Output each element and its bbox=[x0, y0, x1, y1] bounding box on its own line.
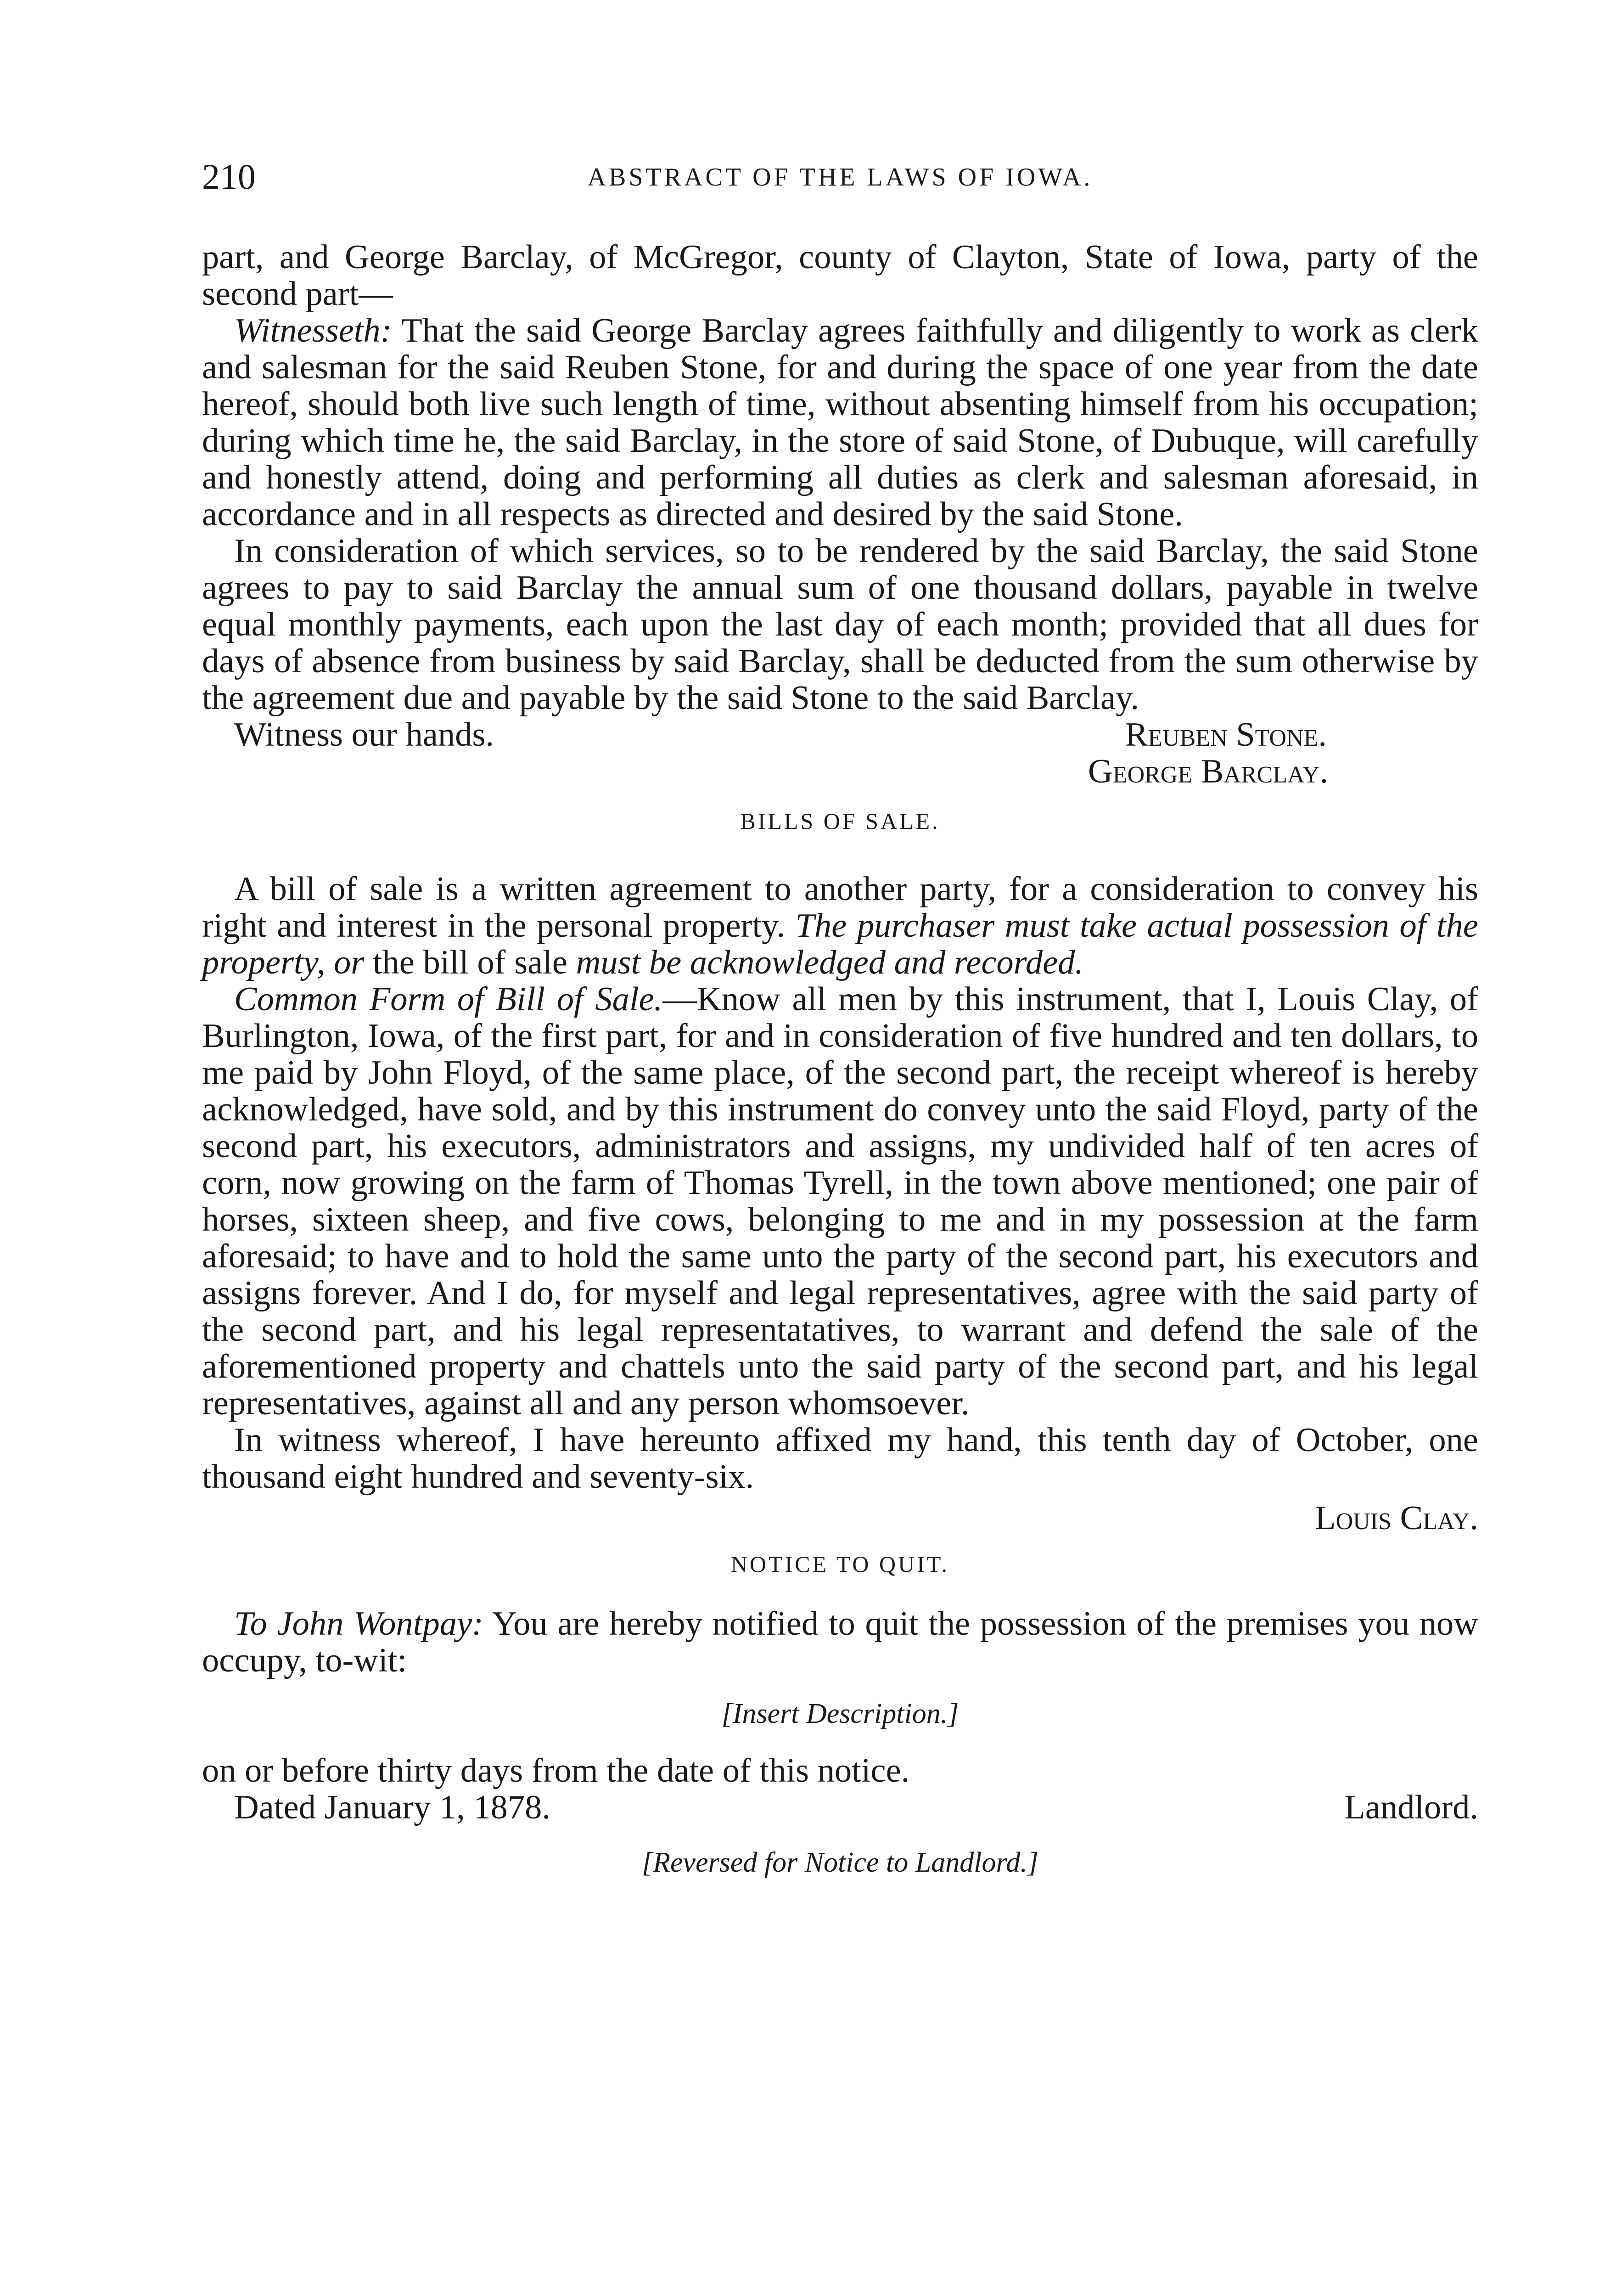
notice-text: You are hereby notified to quit the possession of the premises you now occupy, to-wit: bbox=[202, 1605, 1478, 1679]
notice-deadline: on or before thirty days from the date of this notice. bbox=[202, 1752, 910, 1790]
notice-addressee: To John Wontpay: bbox=[234, 1605, 483, 1643]
form-text: —Know all men by this instrument, that I, Louis Clay, of Burlington, Iowa, of the first part, for and in consideration of five hundred and ten dollars, to me paid by John Floyd, of the same place, of the second part, the receipt whereof is hereby acknowledged, have sold, and by this instrument do convey unto the said Floyd, party of the second part, his executors, administrators and assigns, my undivided half of ten acres of corn, now growing on the farm of Thomas Tyrell, in the town above mentioned; one pair of horses, sixteen sheep, and five cows, belonging to me and in my possession at the farm aforesaid; to have and to hold the same unto the party of the second part, his executors and assigns forever. And I do, for myself and legal representatives, agree with the said party of the second part, and his legal representatatives, to warrant and defend the sale of the aforementioned property and chattels unto the said party of the second part, and his legal representatives, against all and any person whomsoever. bbox=[202, 980, 1478, 1422]
bill-of-sale-definition bbox=[202, 871, 1478, 981]
contract-opening: part, and George Barclay, of McGregor, county of Clayton, State of Iowa, party of the second part— bbox=[202, 238, 1478, 313]
form-label: Common Form of Bill of Sale. bbox=[234, 980, 663, 1018]
landlord-signature: Landlord. bbox=[1344, 1789, 1478, 1826]
definition-mid: the bill of sale bbox=[364, 944, 576, 981]
definition-italic-1: The purchaser must take actual possession of the property, or bbox=[202, 907, 1478, 981]
page-number: 210 bbox=[202, 157, 256, 197]
signer-louis-clay: Louis Clay. bbox=[1315, 1499, 1478, 1537]
section-heading-notice-to-quit: NOTICE TO QUIT. bbox=[730, 1551, 950, 1577]
running-title: ABSTRACT OF THE LAWS OF IOWA. bbox=[587, 163, 1093, 191]
in-witness-paragraph: In witness whereof, I have hereunto affixed my hand, this tenth day of October, one thousand eight hundred and seventy-six. bbox=[202, 1421, 1478, 1496]
insert-description: [Insert Description.] bbox=[721, 1698, 959, 1729]
witnesseth-text: That the said George Barclay agrees faithfully and diligently to work as clerk and salesman for the said Reuben Stone, for and during the space of one year from the date hereof, should both live such length of time, without absenting himself from his occupation; during which time he, the said Barclay, in the store of said Stone, of Dubuque, will carefully and honestly attend, doing and performing all duties as clerk and salesman aforesaid, in accordance and in all respects as directed and desired by the said Stone. bbox=[202, 312, 1478, 533]
section-heading-bills-of-sale: BILLS OF SALE. bbox=[740, 808, 940, 834]
signer-george-barclay: George Barclay. bbox=[1088, 753, 1329, 790]
consideration-paragraph: In consideration of which services, so to be rendered by the said Barclay, the said Stone agrees to pay to said Barclay the annual sum of one thousand dollars, payable in twelve equal monthly payments, each upon the last day of each month; provided that all dues for days of absence from business by said Barclay, shall be deducted from the sum otherwise by the agreement due and payable by the said Stone to the said Barclay. bbox=[202, 532, 1478, 717]
contract-signature-row bbox=[202, 716, 1478, 753]
witness-line: Witness our hands. bbox=[234, 716, 494, 754]
notice-paragraph bbox=[202, 1605, 1478, 1679]
notice-date-row bbox=[202, 1789, 1478, 1826]
definition-italic-2: must be acknowledged and recorded. bbox=[576, 944, 1084, 981]
running-head bbox=[202, 156, 1478, 211]
reversed-note: [Reversed for Notice to Landlord.] bbox=[642, 1847, 1038, 1878]
definition-text: A bill of sale is a written agreement to another party, for a consideration to convey his right and interest in the personal property. bbox=[202, 870, 1478, 945]
bill-of-sale-form bbox=[202, 981, 1478, 1422]
notice-dated: Dated January 1, 1878. bbox=[234, 1789, 550, 1826]
witnesseth-paragraph bbox=[202, 312, 1478, 533]
witnesseth-label: Witnesseth: bbox=[234, 312, 392, 349]
body-text bbox=[202, 239, 1478, 1901]
signer-reuben-stone: Reuben Stone. bbox=[1125, 716, 1327, 754]
